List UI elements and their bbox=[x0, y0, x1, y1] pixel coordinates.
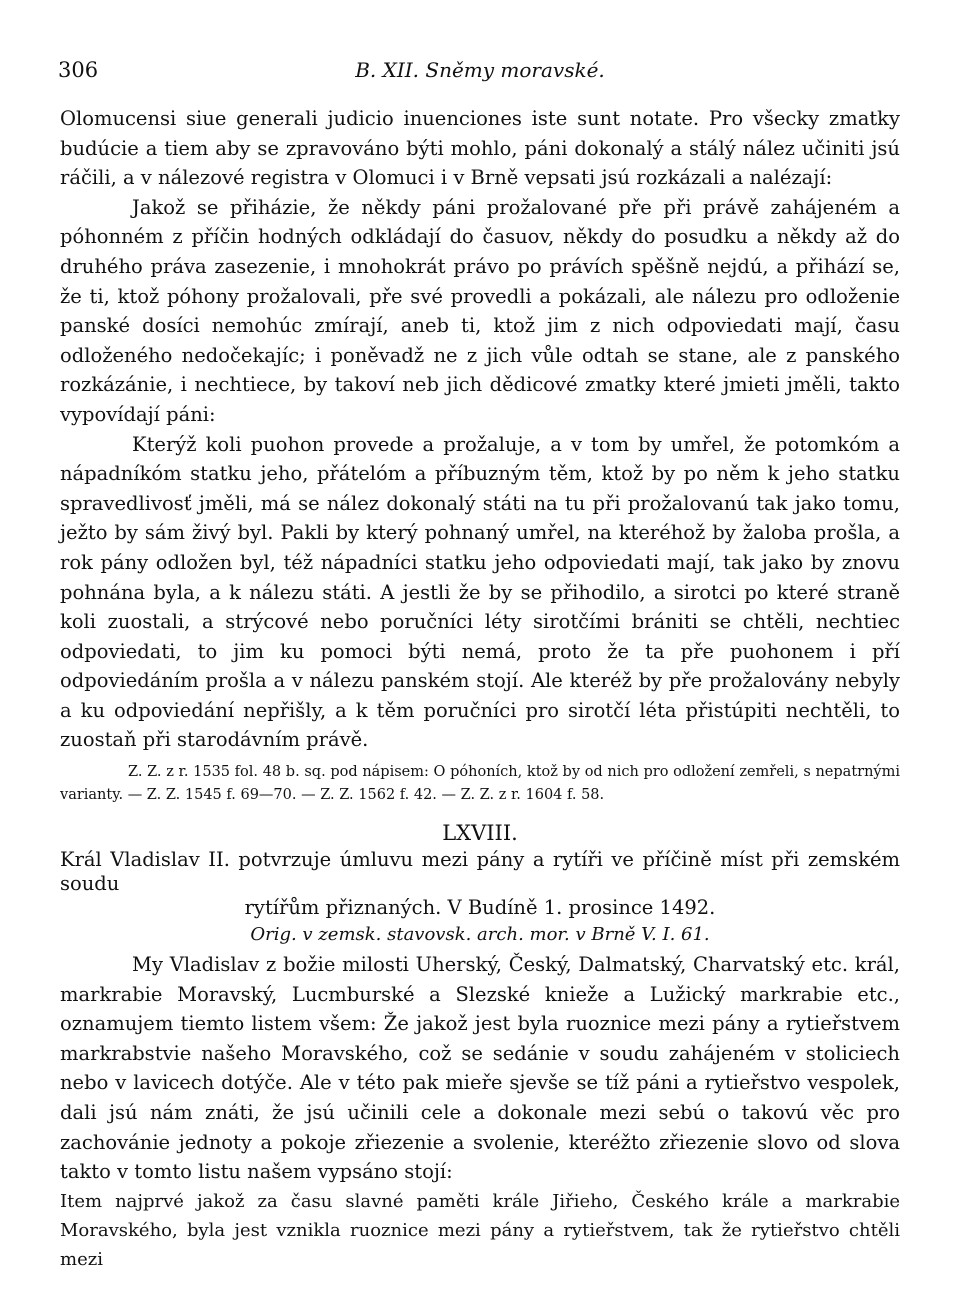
paragraph-verdict: Kterýž koli puohon provede a prožaluje, a v tom by umřel, že potomkóm a nápadníkóm statku jeho, přátelóm a příbuzným těm, ktož by po něm k jeho statku spravedlivosť jměli, má se nález dokonalý státi na tu při prožalovanú tak jako tomu, ježto by sám živý byl. Pakli by který pohnaný umřel, na kteréhož by žaloba prošla, a rok pány odložen byl, též nápadníci statku jeho odpoviedati mají, tak jako by znovu pohnána byla, a k nálezu státi. A jestli že by se přihodilo, a sirotci po které straně koli zuostali, a strýcové nebo poručníci léty sirotčími brániti se chtěli, nechtiec odpoviedati, to jim ku pomoci býti nemá, proto že ta pře puohonem i pří odpoviedáním prošla a v nálezu panském stojí. Ale kteréž by pře prožalovány nebyly a ku odpoviedání nepřišly, a k těm poručníci pro sirotčí léta přistúpiti nechtěli, to zuostaň při starodávním právě. bbox=[60, 432, 900, 752]
source-note: Z. Z. z r. 1535 fol. 48 b. sq. pod nápisem: O póhoních, ktož by od nich pro odložení zemřeli, s nepatrnými varianty. — Z. Z. 1545 f. 69—70. — Z. Z. 1562 f. 42. — Z. Z. z r. 1604 f. 58. bbox=[60, 764, 900, 804]
paragraph-intro: Olomucensi siue generali judicio inuenciones iste sunt notate. Pro všecky zmatky budúcie a tiem aby se zpravováno býti mohlo, páni dokonalý a stálý nález učiniti jsú ráčili, a v nálezové registra v Olomuci i v Brně vepsati jsú rozkázali a nalézají: bbox=[60, 107, 900, 190]
paragraph-charter-opening: My Vladislav z božie milosti Uherský, Český, Dalmatský, Charvatský etc. král, markrabie Moravský, Lucmburské a Slezské knieže a Lužický markrabie etc., oznamujem tiemto listem všem: Že jakož jest byla ruoznice mezi pány a rytieřstvem markrabstvie našeho Moravského, což se sedánie v soudu zahájeném v stoliciech nebo v lavicech dotýče. Ale v této pak mieře sjevše se tíž páni a rytieřstvo vespolek, dali jsú nám znáti, že jsú učinili cele a dokonale mezi sebú o takovú věc pro zachovánie jednoty a pokoje zřiezenie a svolenie, kteréžto zřiezenie slovo od slova takto v tomto listu našem vypsáno stojí: bbox=[60, 953, 900, 1184]
regest-line-2: rytířům přiznaných. V Budíně 1. prosince 1492. bbox=[244, 896, 716, 919]
document-regest bbox=[60, 848, 900, 920]
page-number: 306 bbox=[58, 58, 99, 82]
paragraph-item-first: Item najprvé jakož za času slavné paměti krále Jiřieho, Českého krále a markrabie Moravského, byla jest vznikla ruoznice mezi pány a rytieřstvem, tak že rytieřstvo chtěli mezi bbox=[60, 1190, 900, 1270]
regest-line-1: Král Vladislav II. potvrzuje úmluvu mezi pány a rytíři ve příčině míst při zemském soudu bbox=[60, 848, 900, 895]
running-title: B. XII. Sněmy moravské. bbox=[355, 58, 605, 82]
section-previous-document bbox=[60, 104, 900, 807]
document-number: LXVIII. bbox=[442, 821, 518, 845]
paragraph-ruling: Jakož se přiházie, že někdy páni prožalované pře při právě zahájeném a póhonném z příčin hodných odkládají do časuov, někdy do posudku a někdy až do druhého práva zasezenie, i mnohokrát právo po právích spěšně nejdú, a přihází se, že ti, ktož póhony prožalovali, pře své provedli a pokázali, ale nálezu pro odloženie panské dosíci nemohúc zmírají, aneb ti, ktož jim z nich odpoviedati mají, času odloženého nedočekajíc; i poněvadž ne z jich vůle odtah se stane, ale z panského rozkázánie, i nechtiece, by takoví neb jich dědicové zmatky které jmieti jměli, takto vypovídají páni: bbox=[60, 195, 900, 426]
section-document-lxviii bbox=[60, 818, 900, 1274]
archive-source: Orig. v zemsk. stavovsk. arch. mor. v Brně V. I. 61. bbox=[250, 924, 710, 945]
page-header bbox=[58, 58, 902, 88]
